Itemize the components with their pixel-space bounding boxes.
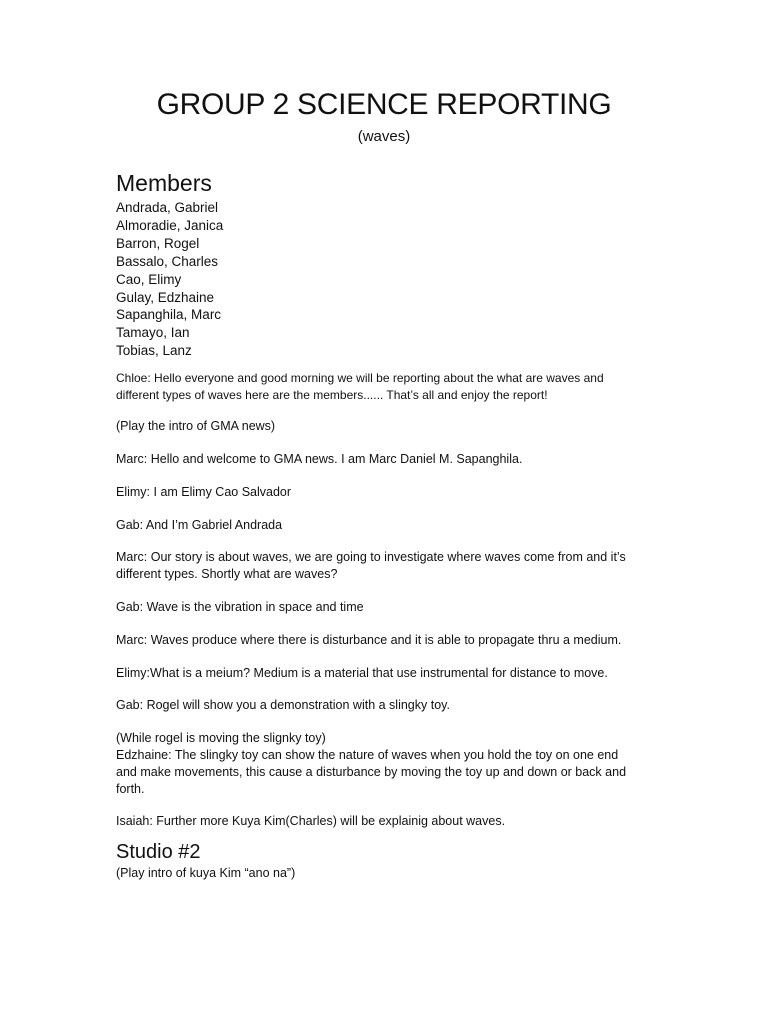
script-line: Marc: Our story is about waves, we are going to investigate where waves come from and it’s xyxy=(116,550,626,565)
intro-line: Chloe: Hello everyone and good morning we will be reporting about the what are waves and xyxy=(116,371,604,386)
script-line: and make movements, this cause a disturbance by moving the toy up and down or back and xyxy=(116,764,627,779)
member-name: Gulay, Edzhaine xyxy=(116,289,215,305)
members-heading: Members xyxy=(116,170,212,196)
script-line: Elimy: I am Elimy Cao Salvador xyxy=(116,484,292,499)
script-line: Marc: Hello and welcome to GMA news. I am Marc Daniel M. Sapanghila. xyxy=(116,451,523,466)
script-line: different types. Shortly what are waves? xyxy=(116,567,338,582)
script-line: Edzhaine: The slingky toy can show the nature of waves when you hold the toy on one end xyxy=(116,747,619,762)
script-line: Elimy:What is a meium? Medium is a material that use instrumental for distance to move. xyxy=(116,665,608,680)
member-name: Barron, Rogel xyxy=(116,235,200,251)
script-line: Marc: Waves produce where there is disturbance and it is able to propagate thru a medium. xyxy=(116,632,622,647)
script-line: (While rogel is moving the slignky toy) xyxy=(116,731,326,746)
member-name: Bassalo, Charles xyxy=(116,253,219,269)
member-name: Tamayo, Ian xyxy=(116,325,190,341)
document-subtitle: (waves) xyxy=(357,128,411,145)
script-line: Gab: Rogel will show you a demonstration with a slingky toy. xyxy=(116,698,450,713)
script-line: Gab: And I’m Gabriel Andrada xyxy=(116,517,283,532)
studio-note: (Play intro of kuya Kim “ano na”) xyxy=(116,866,296,881)
member-name: Tobias, Lanz xyxy=(116,343,192,359)
members-list xyxy=(116,199,656,360)
member-name: Almoradie, Janica xyxy=(116,217,224,233)
script-line: Isaiah: Further more Kuya Kim(Charles) will be explainig about waves. xyxy=(116,814,506,829)
member-name: Sapanghila, Marc xyxy=(116,307,222,323)
member-name: Andrada, Gabriel xyxy=(116,200,219,215)
script-line: (Play the intro of GMA news) xyxy=(116,419,276,434)
document-title: GROUP 2 SCIENCE REPORTING xyxy=(156,88,612,121)
member-name: Cao, Elimy xyxy=(116,271,182,287)
script-line: Gab: Wave is the vibration in space and time xyxy=(116,599,364,614)
intro-paragraph xyxy=(116,370,656,403)
intro-line: different types of waves here are the members...... That’s all and enjoy the report! xyxy=(116,387,548,402)
script-line: forth. xyxy=(116,781,145,796)
document-body xyxy=(116,167,656,882)
script-body xyxy=(116,418,656,830)
studio-heading: Studio #2 xyxy=(116,841,201,864)
